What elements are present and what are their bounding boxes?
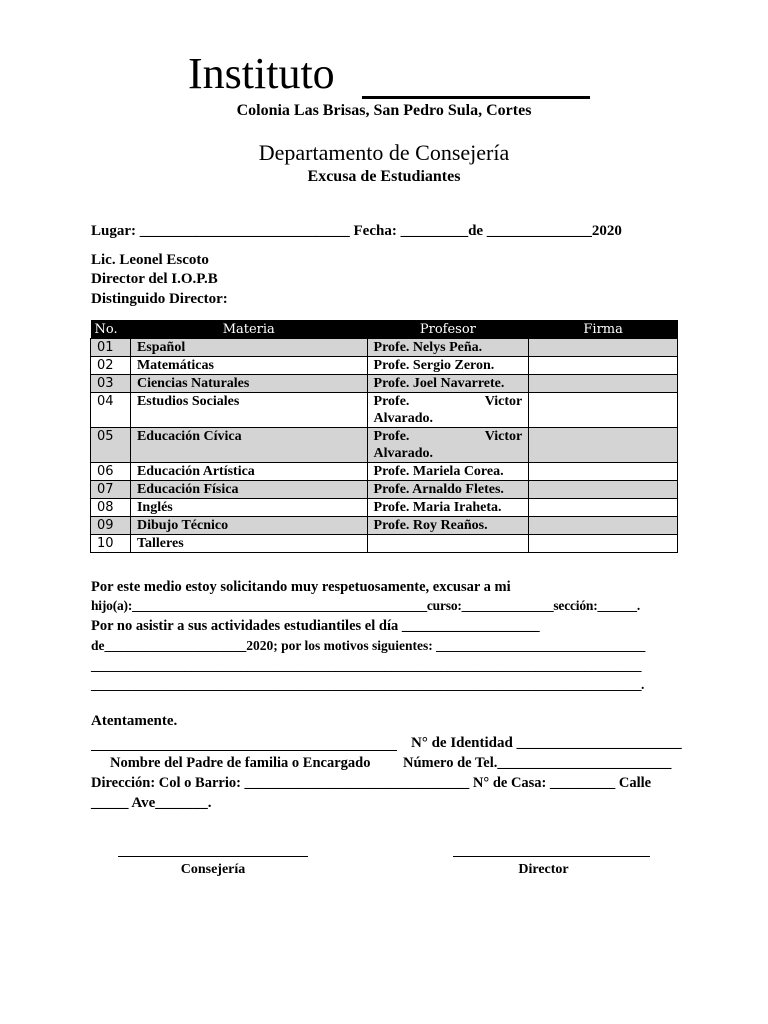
teacher-last-name: Alvarado. — [373, 411, 434, 426]
subject-cell: Estudios Sociales — [130, 393, 367, 428]
subject-cell: Español — [130, 339, 367, 357]
teacher-cell — [367, 428, 529, 463]
row-number: 02 — [91, 357, 131, 375]
row-number: 09 — [91, 517, 131, 535]
table-row — [91, 517, 678, 535]
month-blank[interactable]: ______________ — [486, 223, 592, 239]
table-row — [91, 463, 678, 481]
table-row — [91, 357, 678, 375]
header-materia: Materia — [130, 320, 367, 339]
parent-name-caption: Nombre del Padre de familia o Encargado — [110, 755, 371, 771]
department-title: Departamento de Consejería — [258, 140, 510, 165]
ave-field[interactable]: _____ Ave_______. — [91, 795, 212, 811]
table-row — [91, 393, 678, 428]
signature-cell[interactable] — [529, 517, 678, 535]
teacher-cell: Profe. Maria Iraheta. — [367, 499, 529, 517]
row-number: 06 — [91, 463, 131, 481]
date-label: Fecha: — [349, 223, 401, 239]
form-title: Excusa de Estudiantes — [307, 168, 461, 185]
row-number: 05 — [91, 428, 131, 463]
row-number: 01 — [91, 339, 131, 357]
table-row — [91, 375, 678, 393]
signature-cell[interactable] — [529, 535, 678, 553]
subject-cell: Talleres — [130, 535, 367, 553]
table-row — [91, 339, 678, 357]
consejeria-caption: Consejería — [180, 862, 246, 877]
consejeria-signature-line[interactable] — [118, 856, 308, 857]
address-subtitle: Colonia Las Brisas, San Pedro Sula, Cortes — [236, 102, 532, 119]
subject-cell: Educación Física — [130, 481, 367, 499]
signature-cell[interactable] — [529, 428, 678, 463]
phone-field[interactable]: Número de Tel.________________________ — [403, 755, 672, 771]
row-number: 07 — [91, 481, 131, 499]
subject-cell: Educación Artística — [130, 463, 367, 481]
table-row — [91, 499, 678, 517]
teacher-cell: Profe. Arnaldo Fletes. — [367, 481, 529, 499]
row-number: 10 — [91, 535, 131, 553]
request-line-1: Por este medio estoy solicitando muy respetuosamente, excusar a mi — [91, 579, 511, 595]
teacher-cell — [367, 535, 529, 553]
director-signature-line[interactable] — [453, 856, 650, 857]
id-number-field[interactable]: N° de Identidad ______________________ — [411, 735, 682, 751]
table-header-row — [91, 320, 678, 339]
request-line-6[interactable]: ________________________________________________________________________________________. — [91, 677, 644, 692]
subject-cell: Matemáticas — [130, 357, 367, 375]
request-line-5[interactable]: ________________________________________________________________________________________ — [91, 658, 641, 673]
signature-cell[interactable] — [529, 481, 678, 499]
subject-cell: Educación Cívica — [130, 428, 367, 463]
institute-name-blank — [362, 96, 590, 99]
teacher-first-name: Victor — [484, 394, 523, 409]
de-label: de — [468, 223, 487, 239]
table-row — [91, 481, 678, 499]
header-profesor: Profesor — [367, 320, 529, 339]
teacher-title: Profe. — [373, 394, 410, 409]
teacher-title: Profe. — [373, 429, 410, 444]
subject-cell: Ciencias Naturales — [130, 375, 367, 393]
signature-cell[interactable] — [529, 393, 678, 428]
row-number: 03 — [91, 375, 131, 393]
header-no: No. — [91, 320, 131, 339]
table-row — [91, 428, 678, 463]
teacher-first-name: Victor — [484, 429, 523, 444]
director-caption: Director — [518, 862, 569, 877]
subject-cell: Dibujo Técnico — [130, 517, 367, 535]
request-line-3[interactable]: Por no asistir a sus actividades estudiantiles el día ___________________ — [91, 618, 540, 634]
teacher-last-name: Alvarado. — [373, 446, 434, 461]
teacher-cell — [367, 393, 529, 428]
signature-cell[interactable] — [529, 375, 678, 393]
subjects-table — [90, 320, 678, 553]
addressee-title: Director del I.O.P.B — [91, 271, 218, 287]
signature-cell[interactable] — [529, 357, 678, 375]
teacher-cell: Profe. Nelys Peña. — [367, 339, 529, 357]
parent-name-blank[interactable] — [91, 750, 397, 751]
row-number: 08 — [91, 499, 131, 517]
request-line-4[interactable]: de_____________________2020; por los motivos siguientes: _______________________________ — [91, 638, 646, 653]
row-number: 04 — [91, 393, 131, 428]
year-text: 2020 — [591, 223, 622, 239]
closing-atentamente: Atentamente. — [91, 713, 178, 729]
teacher-cell: Profe. Mariela Corea. — [367, 463, 529, 481]
signature-cell[interactable] — [529, 463, 678, 481]
request-line-2[interactable]: hijo(a):_____________________________________________curso:______________sección:______. — [91, 598, 640, 613]
table-row — [91, 535, 678, 553]
addressee-name: Lic. Leonel Escoto — [91, 252, 209, 268]
signature-cell[interactable] — [529, 499, 678, 517]
signature-cell[interactable] — [529, 339, 678, 357]
subject-cell: Inglés — [130, 499, 367, 517]
institute-title: Instituto — [188, 49, 335, 98]
teacher-cell: Profe. Sergio Zeron. — [367, 357, 529, 375]
salutation: Distinguido Director: — [91, 291, 228, 307]
teacher-cell: Profe. Joel Navarrete. — [367, 375, 529, 393]
day-blank[interactable]: _________ — [400, 223, 469, 239]
place-blank[interactable]: ____________________________ — [139, 223, 350, 239]
address-field[interactable]: Dirección: Col o Barrio: _______________________________ N° de Casa: _________ Calle — [91, 775, 652, 791]
place-label: Lugar: — [91, 223, 140, 239]
place-date-line — [91, 223, 622, 240]
header-firma: Firma — [529, 320, 678, 339]
teacher-cell: Profe. Roy Reaños. — [367, 517, 529, 535]
